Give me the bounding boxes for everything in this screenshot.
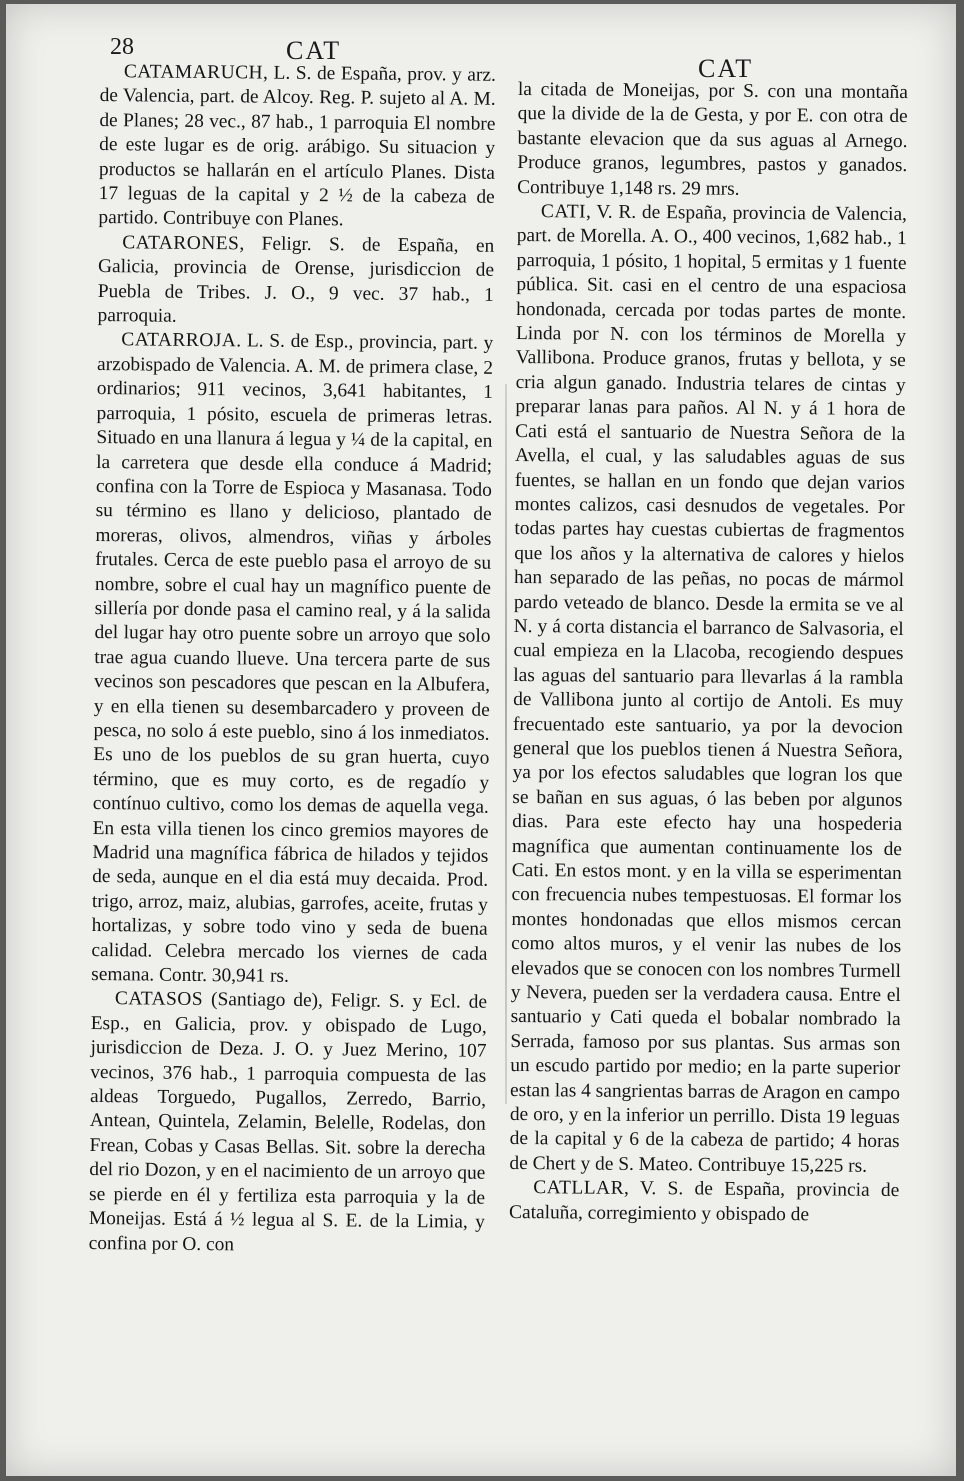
entry-text: , V. R. de España, provincia de Valencia, part. de Morella. A. O., 400 vecinos, 1,682 hab., 1 parroquia, 1 pósito, 1 hopital, 5 ermitas y 1 fuente pública. Sit. casi en el centro de una espaciosa hondonada, cercada por todas partes de monte. Linda por N. con los términos de Morella y Vallibona. Produce granos, frutas y bellota, y se cria algun ganado. Industria telares de cintas y preparar lanas para paños. Al N. y á 1 hora de Cati está el santuario de Nuestra Señora de la Avella, el cual, y las saludables aguas de sus fuentes, se hallan en un fondo que dejan varios montes calizos, casi desnudos de vegetales. Por todas partes hay cuestas cubiertas de fragmentos que los años y la alternativa de calores y hielos han separado de las peñas, no pocas de mármol pardo veteado de blanco. Desde la ermita se ve al N. y á corta distancia el barranco de Salvasoria, el cual empieza en la Llacoba, recogiendo despues las aguas del santuario para llevarlas á la rambla de Vallibona junto al cortijo de Antoli. Es muy frecuentado este santuario, ya por la devocion general que los pueblos tienen á Nuestra Señora, ya por los efectos saludables que logran los que se bañan en sus aguas, ó las beben por algunos dias. Para este efecto hay una hospederia magnífica que aumentan continuamente los de Cati. En estos mont. y en la villa se esperimentan con frecuencia nubes tempestuosas. El formar los montes hondonadas que ellos mismos cercan como altos muros, y el venir las nubes de los elevados que se conocen con los nombres Turmell y Nevera, pueden ser la verdadera causa. Entre el santuario y Cati queda el bobalar nombrado la Serrada, famoso por sus plantas. Sus armas son un escudo partido por medio; en la parte superior estan las 4 sangrientas barras de Aragon en campo de oro, y en la inferior un perrillo. Dista 19 leguas de la capital y 6 de la cabeza de partido; 4 horas de Chert y de S. Mateo. Contribuye 15,225 rs. xyxy=(509,201,908,1177)
column-divider xyxy=(505,384,507,1104)
entry-catarroja xyxy=(91,328,493,991)
entry-headword: CATI xyxy=(540,201,587,223)
entry-headword: CATARONES xyxy=(122,232,240,255)
entry-headword: CATLLAR xyxy=(533,1177,625,1200)
entry-text: , L. S. de España, prov. y arz. de Valencia, part. de Alcoy. Reg. P. sujeto al A. M. de Planes; 28 vec., 87 hab., 1 parroquia El nombre de este lugar es de orig. arábigo. Su situacion y productos se hallarán en el artículo Planes. Dista 17 leguas de la capital y 2 ½ de la cabeza de partido. Contribuye con Planes. xyxy=(98,62,496,231)
running-head-left: CAT xyxy=(286,36,342,65)
page-number: 28 xyxy=(110,34,134,60)
book-page xyxy=(6,4,956,1476)
entry-catllar xyxy=(509,1176,899,1228)
entry-text: , Feligr. S. de España, en Galicia, provincia de Orense, jurisdiccion de Puebla de Tribes. J. O., 9 vec. 37 hab., 1 parroquia. xyxy=(97,233,495,327)
entry-catamaruch xyxy=(98,60,496,235)
entry-headword: CATASOS xyxy=(114,988,204,1011)
entry-headword: CATAMARUCH xyxy=(123,61,264,84)
entry-catasos-continued xyxy=(517,78,908,203)
entry-text: la citada de Moneijas, por S. con una montaña que la divide de la de Gesta, y por E. con otra de bastante elevacion que da sus aguas al Arnego. Produce granos, legumbres, pastos y ganados. Contribuye 1,148 rs. 29 mrs. xyxy=(517,78,908,200)
entry-text: (Santiago de), Feligr. S. y Ecl. de Esp., en Galicia, prov. y obispado de Lugo, jurisdiccion de Deza. J. O. y Juez Merino, 107 vecinos, 376 hab., 1 parroquia compuesta de las aldeas Torguedo, Pugallos, Zerredo, Barrio, Antean, Quintela, Zelamin, Belelle, Rodelas, don Frean, Cobas y Casas Bellas. Sit. sobre la derecha del rio Dozon, y en el nacimiento de un arroyo que se pierde en él y fertiliza esta parroquia y la de Moneijas. Está á ½ legua al S. E. de la Limia, y confina por O. con xyxy=(88,989,488,1255)
entry-catarones xyxy=(97,231,494,332)
left-column xyxy=(89,60,496,1260)
entry-headword: CATARROJA xyxy=(121,329,237,352)
entry-catasos xyxy=(89,987,488,1259)
entry-text: , V. S. de España, provincia de Cataluña, corregimiento y obispado de xyxy=(509,1178,900,1226)
running-head-right: CAT xyxy=(698,54,754,83)
right-column xyxy=(509,78,908,1228)
entry-text: . L. S. de Esp., provincia, part. y arzobispado de Valencia. A. M. de primera clase, 2 ordinarios; 911 vecinos, 3,641 habitantes, 1 parroquia, 1 pósito, escuela de primeras letras. Situado en una llanura á legua y ¼ de la capital, en la carretera que desde ella conduce á Madrid; confina con la Torre de Espioca y Masanasa. Todo su término es llano y delicioso, plantado de moreras, olivos, almendros, viñas y árboles frutales. Cerca de este pueblo pasa el arroyo de su nombre, sobre el cual hay un magnífico puente de sillería por donde pasa el camino real, y á la salida del lugar hay otro puente sobre un arroyo que solo trae agua cuando llueve. Una tercera parte de sus vecinos son pescadores que pescan en la Albufera, y en ella tienen su desembarcadero y proveen de pesca, no solo á este pueblo, sino á los inmediatos. Es uno de los pueblos de su gran huerta, cuyo término, que es muy corto, es de regadío y contínuo cultivo, como los demas de aquella vega. En esta villa tienen los cinco gremios mayores de Madrid una magnífica fábrica de hilados y tejidos de seda, aunque en el dia está muy decaida. Prod. trigo, arroz, maiz, alubias, garrofes, aceite, frutas y hortalizas, y sobre todo vino y seda de buena calidad. Celebra mercado los viernes de cada semana. Contr. 30,941 rs. xyxy=(91,330,494,987)
entry-cati xyxy=(509,200,907,1179)
